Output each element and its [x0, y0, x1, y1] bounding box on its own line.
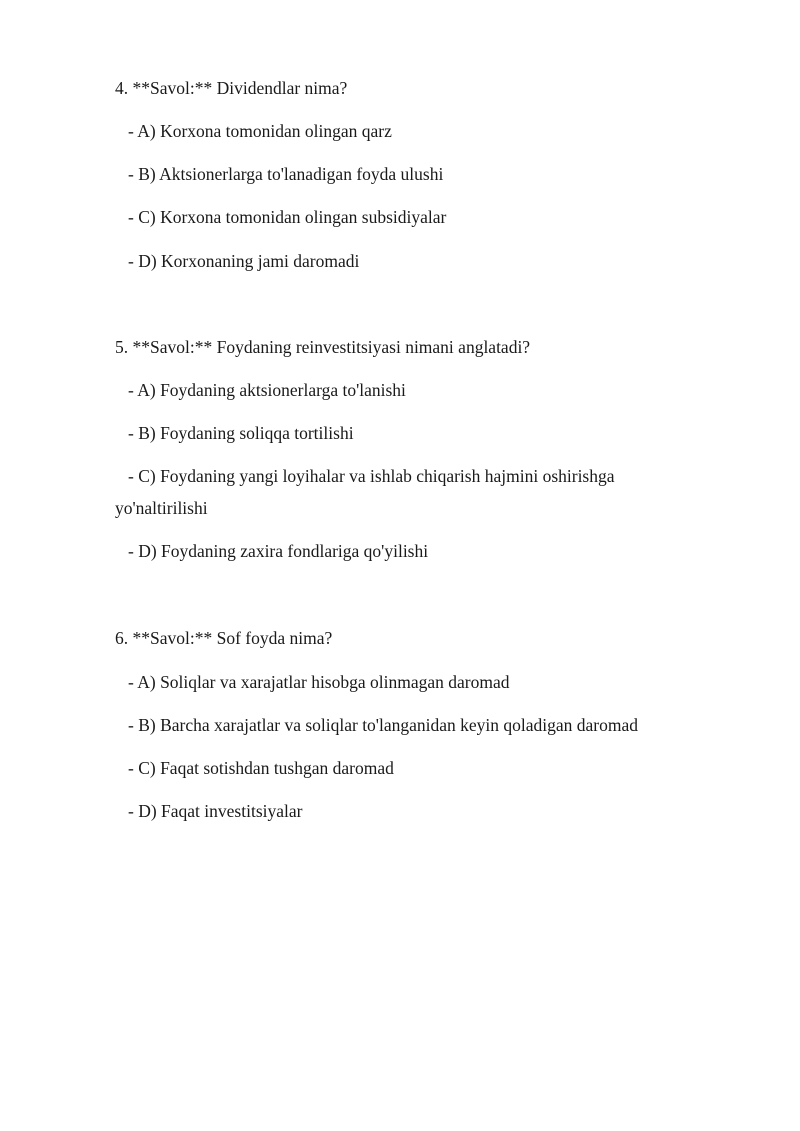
- option-text: - D) Korxonaning jami daromadi: [128, 251, 360, 271]
- option-text: - B) Foydaning soliqqa tortilishi: [128, 423, 354, 443]
- question-6-heading: 6. **Savol:** Sof foyda nima?: [115, 628, 333, 648]
- question-4-option-c: [115, 206, 446, 228]
- question-5-option-d: [115, 540, 428, 562]
- option-text: - D) Faqat investitsiyalar: [128, 801, 303, 821]
- question-6-option-d: [115, 800, 302, 822]
- question-6-option-c: [115, 757, 394, 779]
- question-4-option-a: [115, 120, 392, 142]
- option-text: - C) Korxona tomonidan olingan subsidiyalar: [128, 207, 447, 227]
- option-text: - B) Aktsionerlarga to'lanadigan foyda ulushi: [128, 164, 444, 184]
- question-5-option-c: [115, 465, 615, 487]
- option-text: - A) Korxona tomonidan olingan qarz: [128, 121, 392, 141]
- option-text: - B) Barcha xarajatlar va soliqlar to'langanidan keyin qoladigan daromad: [128, 715, 638, 735]
- option-text: - C) Faqat sotishdan tushgan daromad: [128, 758, 394, 778]
- option-text: - A) Foydaning aktsionerlarga to'lanishi: [128, 380, 406, 400]
- question-5-option-c-continuation: yo'naltirilishi: [115, 498, 208, 518]
- question-4-option-d: [115, 250, 359, 272]
- question-4-option-b: [115, 163, 443, 185]
- option-text: - D) Foydaning zaxira fondlariga qo'yilishi: [128, 541, 429, 561]
- question-5-option-b: [115, 422, 354, 444]
- question-6-option-b: [115, 714, 638, 736]
- option-text: - A) Soliqlar va xarajatlar hisobga olinmagan daromad: [128, 672, 510, 692]
- question-5-heading: 5. **Savol:** Foydaning reinvestitsiyasi nimani anglatadi?: [115, 337, 531, 357]
- option-text: - C) Foydaning yangi loyihalar va ishlab chiqarish hajmini oshirishga: [128, 466, 615, 486]
- question-6-option-a: [115, 671, 509, 693]
- question-4-heading: 4. **Savol:** Dividendlar nima?: [115, 78, 348, 98]
- question-5-option-a: [115, 379, 406, 401]
